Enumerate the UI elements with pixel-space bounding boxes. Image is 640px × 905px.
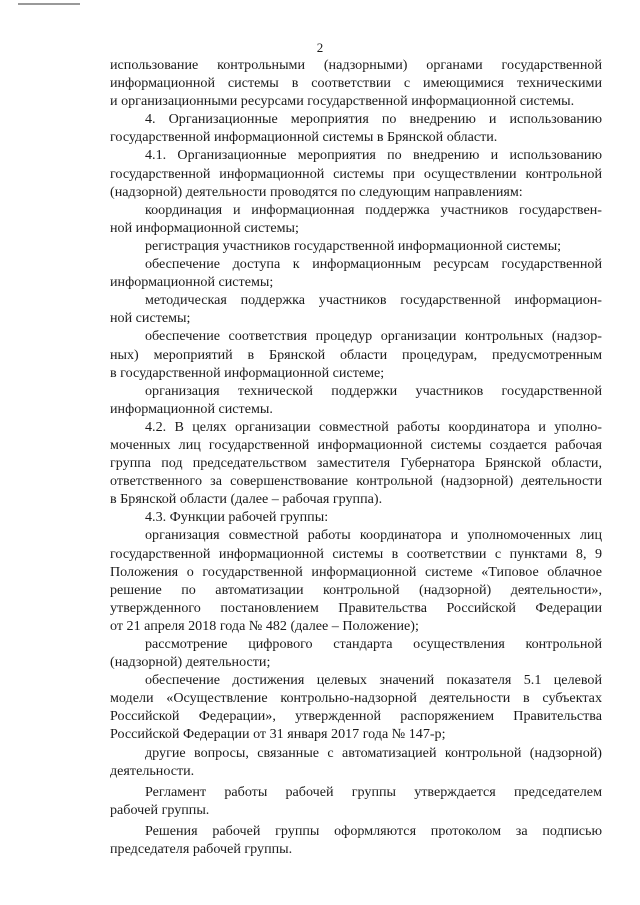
text-line: организация технической поддержки участников государственной <box>145 382 602 399</box>
text-line: (надзорной) деятельности; <box>110 654 271 671</box>
text-line: Российской Федерации от 31 января 2017 года № 147-р; <box>110 726 446 743</box>
text-line: Решения рабочей группы оформляются протоколом за подписью <box>145 822 602 839</box>
text-line: обеспечение достижения целевых значений показателя 5.1 целевой <box>145 672 602 689</box>
text-line: координация и информационная поддержка участников государствен- <box>145 201 602 218</box>
text-line: обеспечение доступа к информационным ресурсам государственной <box>145 256 602 273</box>
text-line: от 21 апреля 2018 года № 482 (далее – Положение); <box>110 617 419 634</box>
text-line: рабочей группы. <box>110 801 210 818</box>
text-line: методическая поддержка участников государственной информацион- <box>145 292 602 309</box>
text-line: модели «Осуществление контрольно-надзорной деятельности в субъектах <box>110 690 602 707</box>
text-line: рассмотрение цифрового стандарта осуществления контрольной <box>145 636 602 652</box>
text-line: 4.3. Функции рабочей группы: <box>145 509 329 526</box>
scan-edge-mark <box>18 3 80 5</box>
page-number: 2 <box>316 40 324 55</box>
text-line: решение по автоматизации контрольной (надзорной) деятельности», <box>110 581 602 598</box>
text-line: ной системы; <box>110 310 191 327</box>
text-line: в государственной информационной системе; <box>110 364 385 381</box>
text-line: 4. Организационные мероприятия по внедрению и использованию <box>145 111 602 128</box>
text-line: информационной системы; <box>110 274 274 291</box>
text-line: группа под председательством заместителя Губернатора Брянской области, <box>110 455 602 472</box>
text-line: государственной информационной системы в Брянской области. <box>110 129 498 146</box>
text-line: (надзорной) деятельности проводятся по следующим направлениям: <box>110 183 523 200</box>
text-line: обеспечение соответствия процедур организации контрольных (надзор- <box>145 328 602 345</box>
text-line: ответственного за совершенствование контрольной (надзорной) деятельности <box>110 473 602 490</box>
text-line: деятельности. <box>110 762 195 779</box>
text-line: информационной системы. <box>110 400 273 417</box>
text-line: ной информационной системы; <box>110 219 299 236</box>
text-line: государственной информационной системы в соответствии с пунктами 8, 9 <box>110 545 602 562</box>
text-line: и организационными ресурсами государственной информационной системы. <box>110 93 575 110</box>
text-line: моченных лиц государственной информационной системы создается рабочая <box>110 436 602 453</box>
text-line: организация совместной работы координатора и уполномоченных лиц <box>145 527 602 544</box>
document-body <box>110 56 602 858</box>
text-line: регистрация участников государственной информационной системы; <box>145 237 562 254</box>
text-line: Российской Федерации», утвержденной распоряжением Правительства <box>110 708 602 725</box>
text-line: Положения о государственной информационной системе «Типовое облачное <box>110 563 602 580</box>
text-line: информационной системы в соответствии с имеющимися техническими <box>110 75 602 92</box>
text-line: 4.2. В целях организации совместной работы координатора и уполно- <box>145 418 602 435</box>
text-line: ных) мероприятий в Брянской области процедурам, предусмотренным <box>110 346 602 363</box>
text-line: 4.1. Организационные мероприятия по внедрению и использованию <box>145 147 602 164</box>
text-line: использование контрольными (надзорными) органами государственной <box>110 57 602 73</box>
text-line: государственной информационной системы при осуществлении контрольной <box>110 165 602 182</box>
text-line: Регламент работы рабочей группы утверждается председателем <box>145 783 602 800</box>
text-line: в Брянской области (далее – рабочая группа). <box>110 491 383 508</box>
text-line: утвержденного постановлением Правительства Российской Федерации <box>110 599 602 616</box>
text-line: другие вопросы, связанные с автоматизацией контрольной (надзорной) <box>145 744 602 761</box>
text-line: председателя рабочей группы. <box>110 841 293 858</box>
